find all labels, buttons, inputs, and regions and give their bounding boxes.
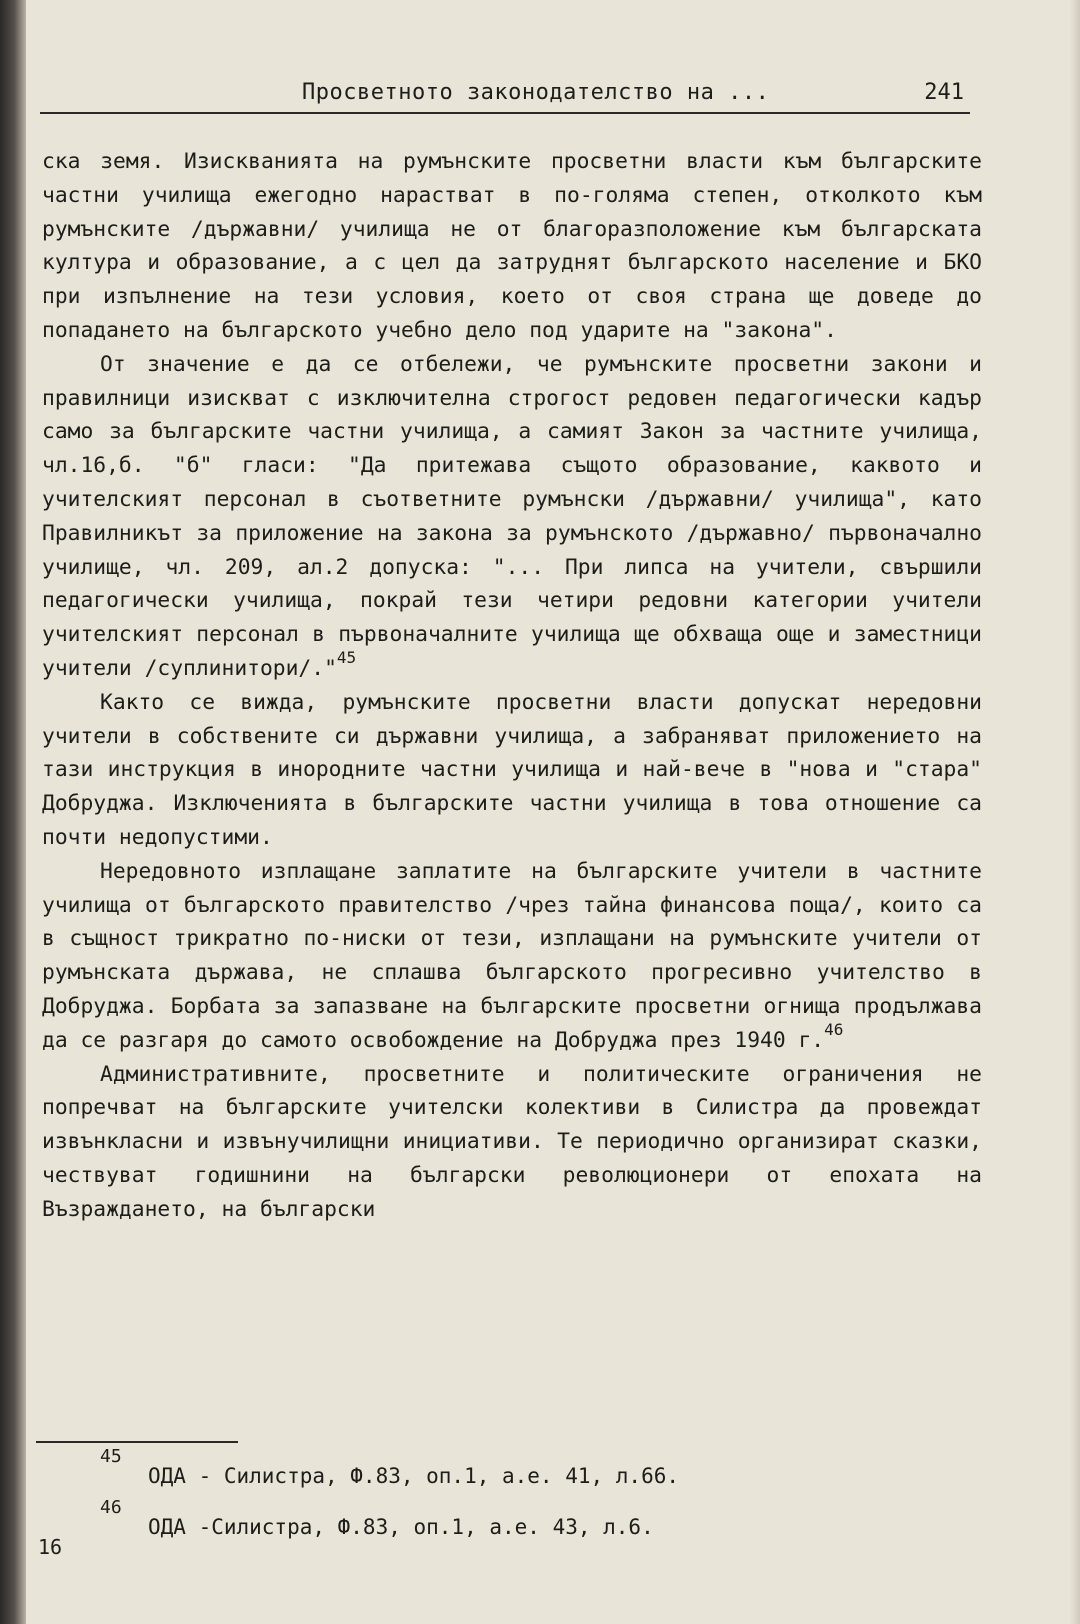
paragraph-text: ска земя. Изискванията на румънските просветни власти към българските частни училища ежегодно нарастват в по-голяма степен, отколкото към румънските /държавни/ училища не от благоразположение към българската култура и образование, а с цел да затруднят българското население и БКО при изпълнение на тези условия, което от своя страна ще доведе до попадането на българското учебно дело под ударите на "закона". (42, 149, 982, 343)
signature-mark: 16 (38, 1535, 63, 1559)
paragraph (42, 855, 982, 1058)
page-number: 241 (924, 80, 964, 105)
footnote-text: ОДА - Силистра, Ф.83, оп.1, а.е. 41, л.66. (148, 1464, 680, 1488)
footnote-separator (36, 1441, 238, 1443)
paragraph (42, 1058, 982, 1227)
paragraph-text: От значение е да се отбележи, че румънските просветни закони и правилници изискват с изключителна строгост редовен педагогически кадър само за българските частни училища, а самият Закон за частните училища, чл.16,б. "б" гласи: "Да притежава същото образование, каквото и учителският персонал в съответните румънски /държавни/ училища", като Правилникът за приложение на закона за румънското /държавно/ първоначално училище, чл. 209, ал.2 допуска: "... При липса на учители, свършили педагогически училища, покрай тези четири редовни категории учители учителският персонал в първоначалните училища ще обхваща още и заместници учители /суплинитори/." (42, 351, 982, 681)
footnote-number: 45 (100, 1446, 122, 1467)
paragraph (42, 348, 982, 686)
footnote-ref: 45 (336, 647, 357, 667)
running-title: Просветното законодателство на ... (302, 80, 770, 105)
paragraph (42, 686, 982, 855)
body-text (42, 145, 982, 1227)
running-header (40, 78, 970, 114)
paragraph-text: Както се вижда, румънските просветни власти допускат нередовни учители в собствените си държавни училища, а забраняват приложението на тази инструкция в инородните частни училища и най-вече в "нова и "стара" Добруджа. Изключенията в българските частни училища в това отношение са почти недопустими. (42, 689, 982, 850)
footnote-number: 46 (100, 1497, 122, 1518)
page-right-edge (1070, 0, 1080, 1624)
footnote-text: ОДА -Силистра, Ф.83, оп.1, а.е. 43, л.6. (148, 1515, 654, 1539)
page-binding-edge (0, 0, 26, 1624)
footnote-ref: 46 (824, 1019, 844, 1039)
paragraph-text: Нередовното изплащане заплатите на българските учители в частните училища от българското правителство /чрез тайна финансова поща/, които са в същност трикратно по-ниски от тези, изплащани на румънските учители от румънската държава, не сплашва българското прогресивно учителство в Добруджа. Борбата за запазване на българските просветни огнища продължава да се разгаря до самото освобождение на Добруджа през 1940 г. (42, 858, 982, 1053)
paragraph-text: Административните, просветните и политическите ограничения не попречват на българските учителски колективи в Силистра да провеждат извънкласни и извънучилищни инициативи. Те периодично организират сказки, чествуват годишнини на български революционери от епохата на Възраждането, на български (42, 1061, 982, 1222)
paragraph (42, 145, 982, 348)
